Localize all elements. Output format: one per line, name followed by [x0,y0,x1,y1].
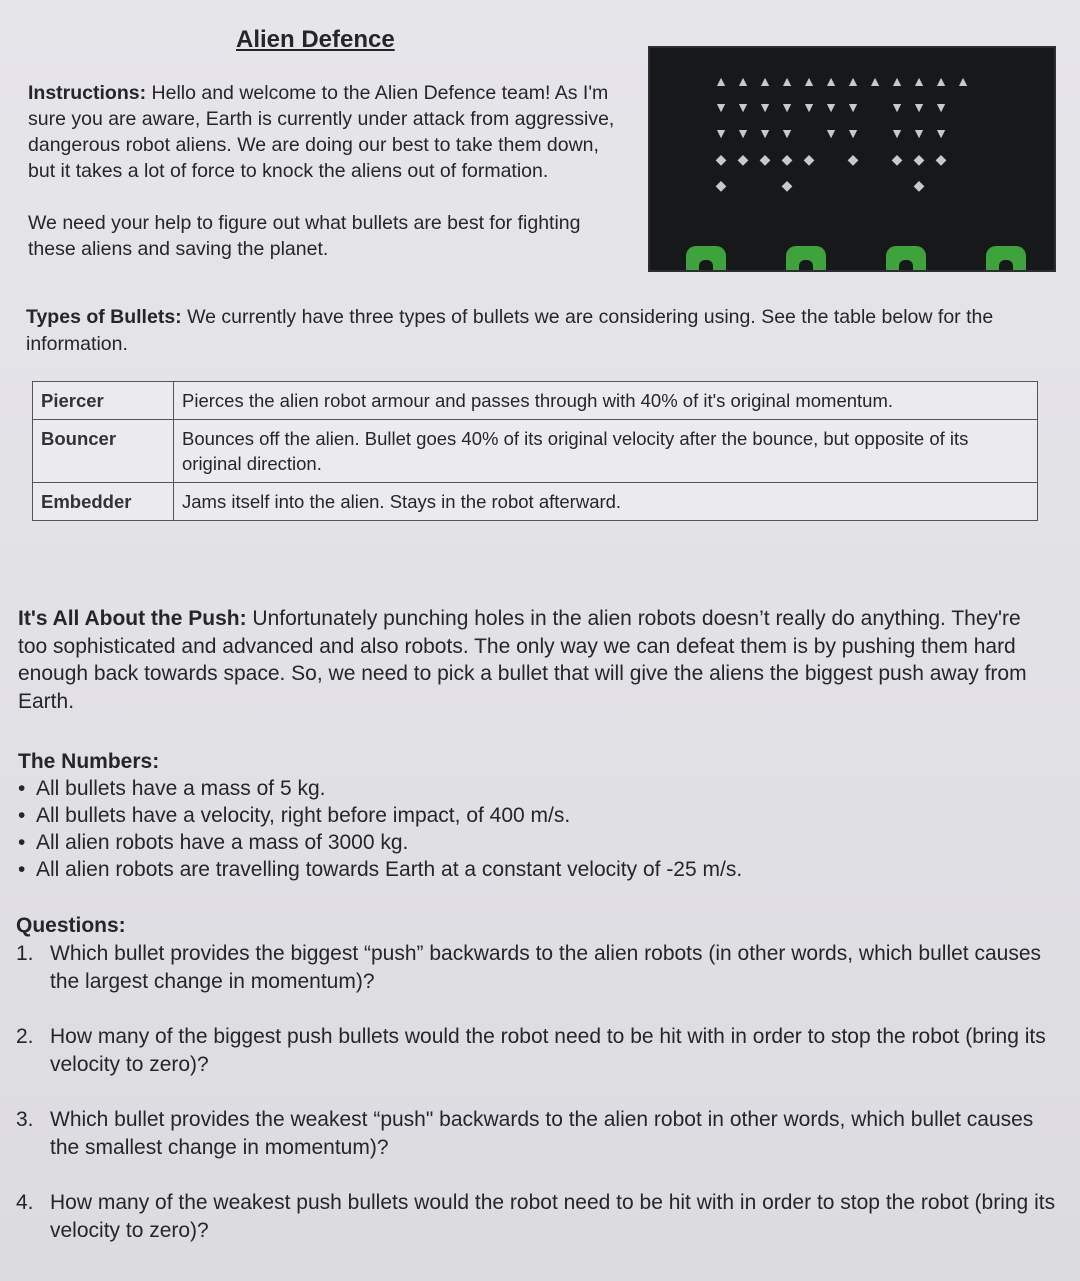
numbers-heading: The Numbers: [18,750,160,773]
alien-icon: ◆ [781,177,793,193]
alien-icon: ▲ [956,73,970,89]
alien-icon: ▲ [824,73,838,89]
instructions-paragraph [28,80,628,184]
types-section [26,304,1006,358]
types-text: We currently have three types of bullets we are considering using. See the table below for the information. [26,306,994,355]
alien-icon: ▲ [868,73,882,89]
alien-icon: ▼ [714,125,728,141]
alien-row [710,68,1040,94]
bullet-name: Piercer [33,382,174,420]
alien-icon: ▼ [736,99,750,115]
alien-icon: ▲ [912,73,926,89]
question-item [16,1106,1056,1162]
page-title: Alien Defence [236,26,395,53]
question-text: Which bullet provides the biggest “push” backwards to the alien robots (in other words, which bullet causes the largest change in momentum)? [50,942,1042,993]
list-item: • All alien robots are travelling towards Earth at a constant velocity of -25 m/s. [18,856,1048,883]
question-number: 3. [16,1108,34,1131]
alien-icon: ▲ [758,73,772,89]
alien-icon: ◆ [913,177,925,193]
instructions-paragraph-2: We need your help to figure out what bullets are best for fighting these aliens and saving the planet. [28,212,581,260]
alien-icon: ▼ [824,125,838,141]
list-item: • All bullets have a velocity, right before impact, of 400 m/s. [18,802,1048,829]
alien-icon: ▲ [736,73,750,89]
bullet-name: Embedder [33,483,174,521]
alien-icon: ▲ [890,73,904,89]
alien-icon: ◆ [803,151,815,167]
alien-icon: ▼ [934,99,948,115]
alien-icon: ▲ [802,73,816,89]
alien-row [710,146,1040,172]
alien-icon: ▼ [890,125,904,141]
alien-icon: ▼ [780,125,794,141]
alien-row [710,120,1040,146]
bunker-row [686,244,1056,270]
alien-icon: ▼ [912,99,926,115]
alien-icon: ◆ [715,151,727,167]
alien-icon: ◆ [759,151,771,167]
push-label: It's All About the Push: [18,607,247,630]
bunker-shape [886,246,926,270]
alien-icon: ▼ [846,99,860,115]
alien-icon: ▲ [780,73,794,89]
alien-formation [710,68,1040,198]
table-row [33,483,1038,521]
alien-icon: ▼ [802,99,816,115]
alien-icon: ▼ [824,99,838,115]
alien-row [710,172,1040,198]
alien-icon: ▼ [780,99,794,115]
alien-icon: ▼ [758,99,772,115]
alien-icon: ▼ [758,125,772,141]
question-number: 2. [16,1025,34,1048]
types-label: Types of Bullets: [26,306,182,328]
bullet-table [32,381,1038,521]
alien-icon: ◆ [781,151,793,167]
alien-icon: ◆ [847,151,859,167]
question-item [16,1023,1056,1079]
alien-icon: ▲ [714,73,728,89]
alien-icon: ▼ [714,99,728,115]
push-section [18,605,1048,715]
question-item [16,940,1056,996]
alien-icon: ▲ [934,73,948,89]
alien-icon: ◆ [891,151,903,167]
bullet-name: Bouncer [33,420,174,483]
alien-icon: ◆ [715,177,727,193]
alien-icon: ▼ [736,125,750,141]
instructions-text: Hello and welcome to the Alien Defence team! As I'm sure you are aware, Earth is currently under attack from aggressive, dangerous robot aliens. We are doing our best to take them down, but it takes a lot of force to knock the aliens out of formation. [28,82,615,182]
question-number: 4. [16,1191,34,1214]
bunker-shape [986,246,1026,270]
questions-heading: Questions: [16,914,126,937]
question-text: Which bullet provides the weakest “push" backwards to the alien robot in other words, which bullet causes the smallest change in momentum)? [50,1108,1034,1159]
bullet-desc: Bounces off the alien. Bullet goes 40% of its original velocity after the bounce, but opposite of its original direction. [174,420,1038,483]
question-item [16,1189,1056,1245]
alien-icon: ◆ [913,151,925,167]
alien-icon: ▼ [846,125,860,141]
push-text: Unfortunately punching holes in the alien robots doesn’t really do anything. They're too sophisticated and advanced and also robots. The only way we can defeat them is by pushing them hard enough back towards space. So, we need to pick a bullet that will give the aliens the biggest push away from Earth. [18,607,1027,713]
alien-icon: ▼ [890,99,904,115]
bunker-shape [786,246,826,270]
alien-icon: ◆ [737,151,749,167]
question-text: How many of the weakest push bullets would the robot need to be hit with in order to stop the robot (bring its velocity to zero)? [50,1191,1056,1242]
numbers-list [18,775,1048,883]
alien-icon: ◆ [935,151,947,167]
question-text: How many of the biggest push bullets would the robot need to be hit with in order to stop the robot (bring its velocity to zero)? [50,1025,1046,1076]
bullet-desc: Jams itself into the alien. Stays in the robot afterward. [174,483,1038,521]
alien-row [710,94,1040,120]
instructions-label: Instructions: [28,82,147,104]
table-row [33,382,1038,420]
bullet-desc: Pierces the alien robot armour and passes through with 40% of it's original momentum. [174,382,1038,420]
instructions-section [28,80,628,288]
alien-icon: ▼ [934,125,948,141]
bunker-shape [686,246,726,270]
question-number: 1. [16,942,34,965]
numbers-section [18,748,1048,883]
list-item: • All alien robots have a mass of 3000 kg. [18,829,1048,856]
space-invaders-image [648,46,1056,272]
table-row [33,420,1038,483]
alien-icon: ▼ [912,125,926,141]
list-item: • All bullets have a mass of 5 kg. [18,775,1048,802]
alien-icon: ▲ [846,73,860,89]
questions-section [16,912,1056,1272]
